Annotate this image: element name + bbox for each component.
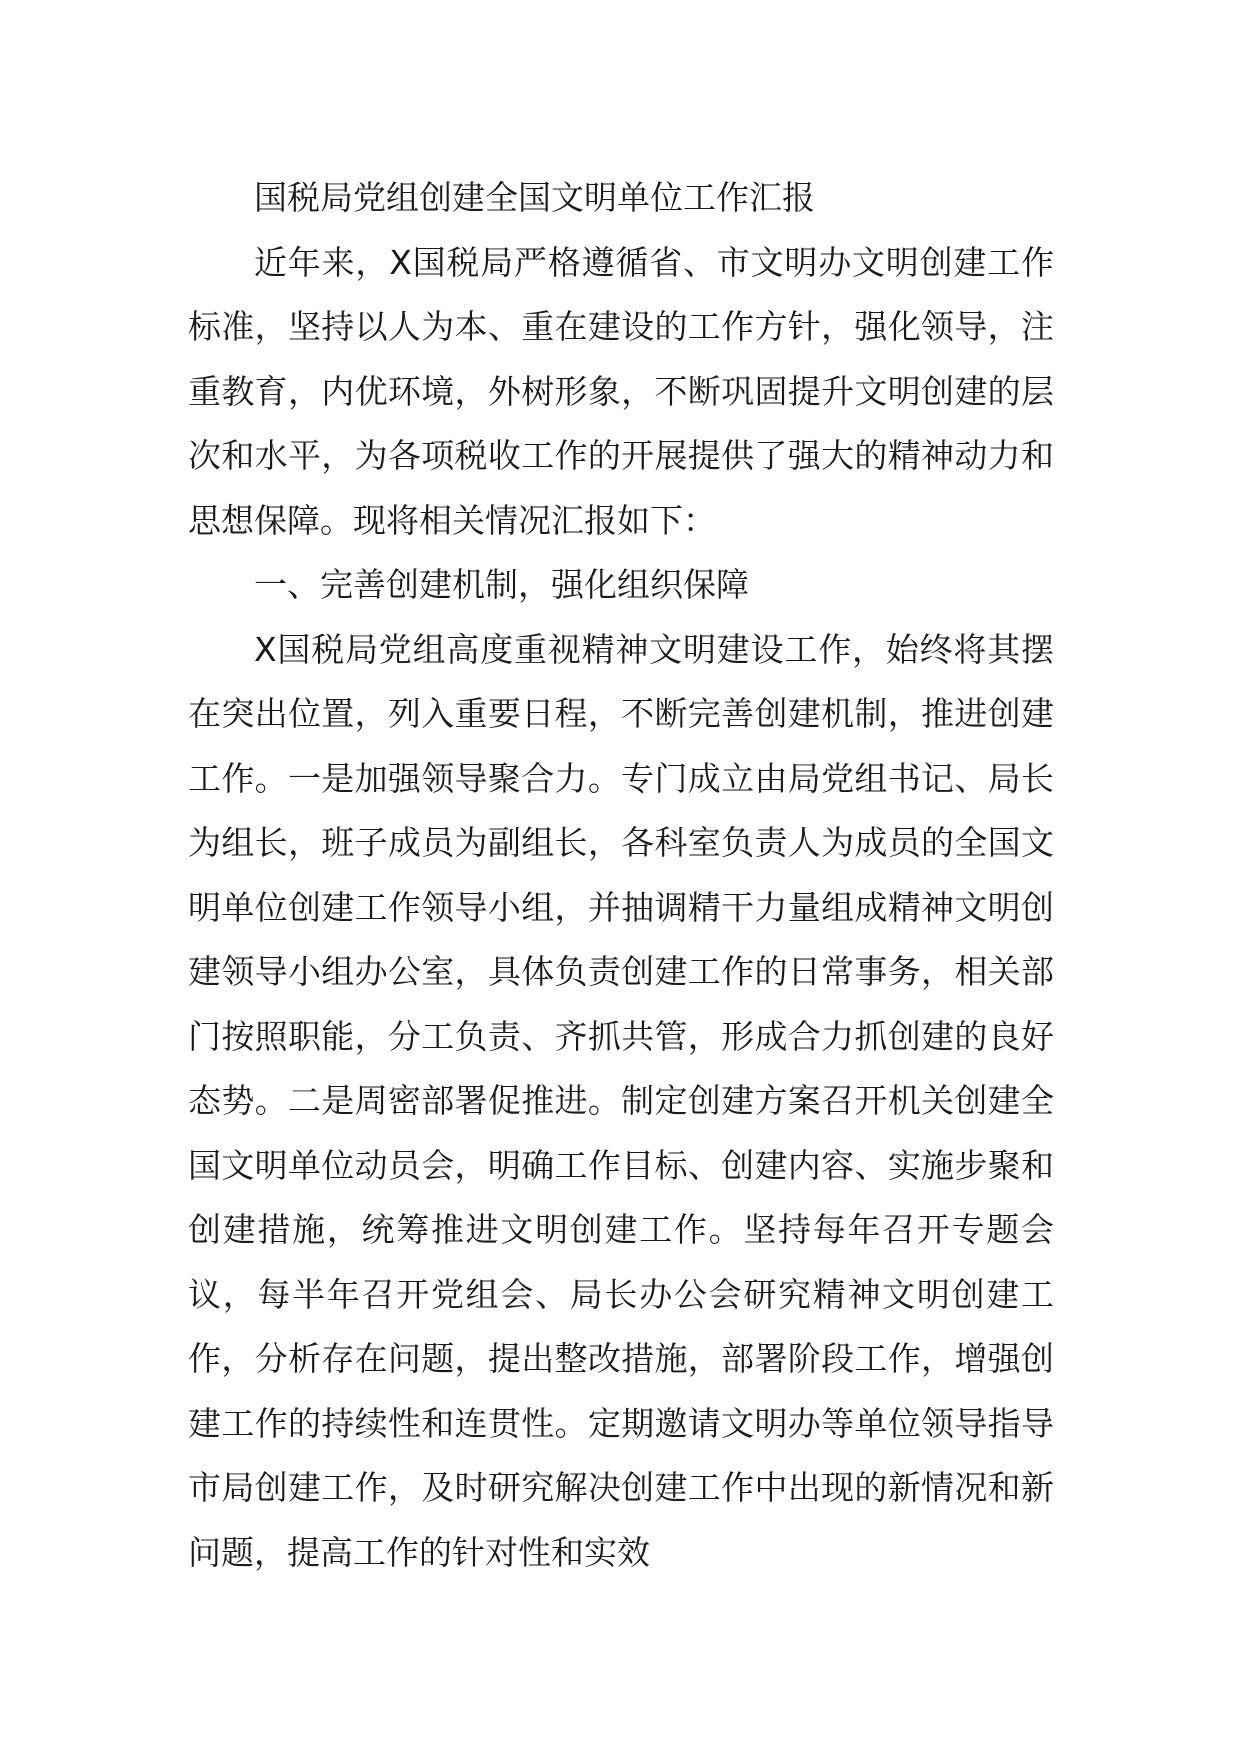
document-title: 国税局党组创建全国文明单位工作汇报 — [254, 178, 815, 217]
paragraph-intro: 近年来，X国税局严格遵循省、市文明办文明创建工作标准，坚持以人为本、重在建设的工作方针，强化领导，注重教育，内优环境，外树形象，不断巩固提升文明创建的层次和水平，为各项税收工作的开展提供了强大的精神动力和思想保障。现将相关情况汇报如下： — [188, 242, 1054, 540]
document-body — [188, 166, 1054, 1585]
section-heading-1: 一、完善创建机制，强化组织保障 — [254, 565, 749, 604]
paragraph-section-1: X国税局党组高度重视精神文明建设工作，始终将其摆在突出位置，列入重要日程，不断完善创建机制，推进创建工作。一是加强领导聚合力。专门成立由局党组书记、局长为组长，班子成员为副组长，各科室负责人为成员的全国文明单位创建工作领导小组，并抽调精干力量组成精神文明创建领导小组办公室，具体负责创建工作的日常事务，相关部门按照职能，分工负责、齐抓共管，形成合力抓创建的良好态势。二是周密部署促推进。制定创建方案召开机关创建全国文明单位动员会，明确工作目标、创建内容、实施步聚和创建措施，统筹推进文明创建工作。坚持每年召开专题会议，每半年召开党组会、局长办公会研究精神文明创建工作，分析存在问题，提出整改措施，部署阶段工作，增强创建工作的持续性和连贯性。定期邀请文明办等单位领导指导市局创建工作，及时研究解决创建工作中出现的新情况和新问题，提高工作的针对性和实效 — [188, 629, 1054, 1572]
